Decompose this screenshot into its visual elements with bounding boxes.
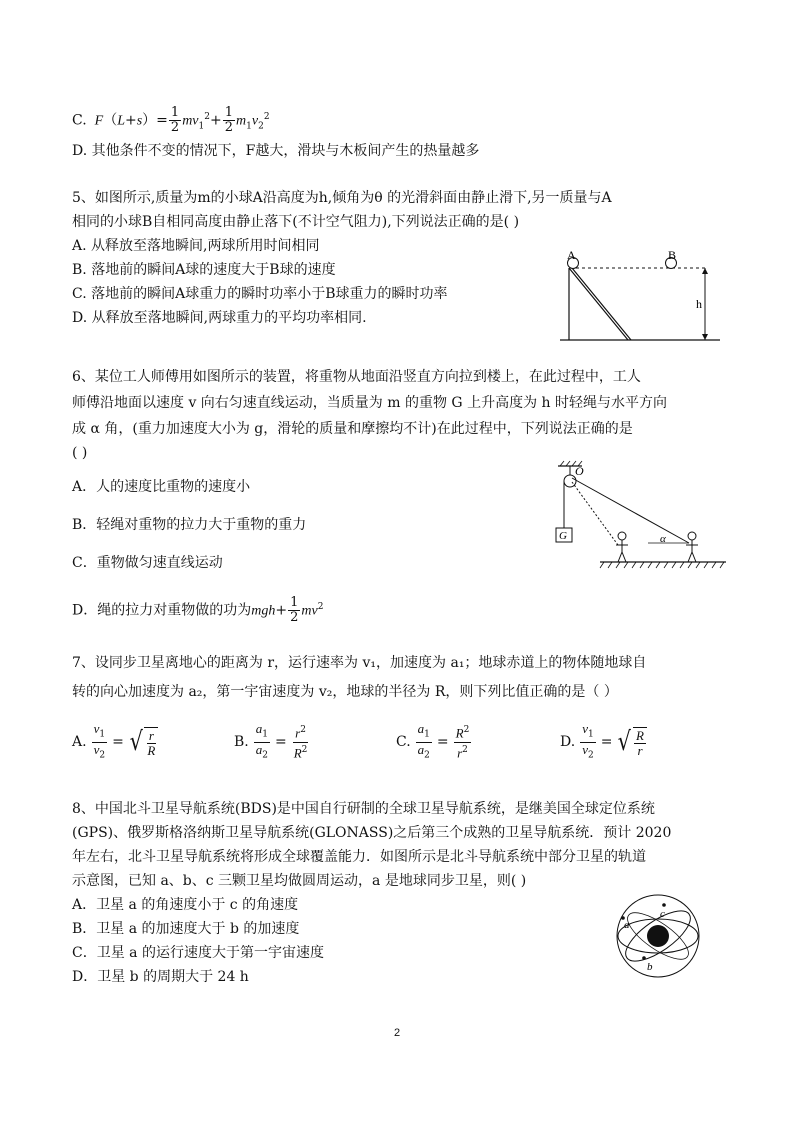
q7-option-a-label: A.	[72, 734, 87, 751]
q4-option-d: D. 其他条件不变的情况下，F越大，滑块与木板间产生的热量越多	[72, 143, 480, 159]
q5-label-h: h	[696, 297, 702, 311]
q5-label-b: B	[668, 248, 677, 262]
page-number: 2	[393, 1027, 401, 1039]
q6-option-a: A．人的速度比重物的速度小	[72, 479, 251, 495]
q7-stem-line2: 转的向心加速度为 a₂，第一宇宙速度为 v₂，地球的半径为 R，则下列比值正确的是（ ）	[72, 684, 618, 700]
q5-option-c: C. 落地前的瞬间A球重力的瞬时功率小于B球重力的瞬时功率	[72, 286, 448, 302]
q5-option-b: B. 落地前的瞬间A球的速度大于B球的速度	[72, 262, 336, 278]
q6-label-alpha: α	[660, 533, 666, 545]
q5-option-a: A. 从释放至落地瞬间,两球所用时间相同	[72, 238, 320, 254]
q6-stem-line3: 成 α 角，(重力加速度大小为 g，滑轮的质量和摩擦均不计)在此过程中，下列说法正确的是	[72, 421, 633, 437]
q6-option-d: D．绳的拉力对重物做的功为mgh+ $\frac{1}{2}$ $mv^2$	[72, 595, 324, 625]
q6-worker-right	[686, 532, 698, 562]
q6-stem-line1: 6、某位工人师傅用如图所示的装置，将重物从地面沿竖直方向拉到楼上，在此过程中，工人	[72, 369, 641, 385]
q8-option-a: A．卫星 a 的角速度小于 c 的角速度	[72, 897, 299, 913]
q8-label-c: c	[660, 908, 665, 920]
q7-option-d: D. $\frac{v_1}{v_2}$ = √ $\frac{R}{r}$	[560, 722, 647, 762]
q4-option-c: C. F（L+s）= $\frac{1}{2}$ $mv_1^2+$ $\frac{1}{2}$ $m_1v_2^2$	[72, 105, 270, 135]
q7-option-b: B. $\frac{a_1}{a_2}$ = $\frac{r^2}{R^2}$	[234, 721, 308, 761]
q6-label-o: O	[575, 464, 584, 478]
q8-stem-line1: 8、中国北斗卫星导航系统(BDS)是中国自行研制的全球卫星导航系统，是继美国全球定位系统	[72, 801, 655, 817]
q7-option-d-label: D.	[560, 734, 576, 751]
q6-option-b: B．轻绳对重物的拉力大于重物的重力	[72, 517, 307, 533]
q7-stem-line1: 7、设同步卫星离地心的距离为 r，运行速率为 v₁，加速度为 a₁；地球赤道上的物体随地球自	[72, 655, 647, 671]
q6-worker-left	[616, 532, 628, 562]
q7-option-c: C. $\frac{a_1}{a_2}$ = $\frac{R^2}{r^2}$	[396, 721, 470, 761]
q6-stem-line4: ( )	[72, 445, 88, 461]
q8-stem-line2: (GPS)、俄罗斯格洛纳斯卫星导航系统(GLONASS)之后第三个成熟的卫星导航系统．预计 2020	[72, 825, 672, 841]
q8-stem-line3: 年左右，北斗卫星导航系统将形成全球覆盖能力．如图所示是北斗导航系统中部分卫星的轨道	[72, 849, 646, 865]
q5-stem-line2: 相同的小球B自相同高度由静止落下(不计空气阻力),下列说法正确的是( )	[72, 214, 520, 230]
q7-option-c-label: C.	[396, 734, 411, 751]
q4-option-c-prefix: C.	[72, 112, 87, 129]
q7-option-b-label: B.	[234, 734, 249, 751]
q6-option-d-prefix: D．绳的拉力对重物做的功为	[72, 602, 252, 619]
q8-label-b: b	[647, 961, 653, 973]
q6-pulley-figure	[548, 460, 728, 575]
q8-orbit-figure	[612, 890, 704, 982]
q8-earth	[647, 925, 669, 947]
q6-stem-line2: 师傅沿地面以速度 v 向右匀速直线运动，当质量为 m 的重物 G 上升高度为 h 时轻绳与水平方向	[72, 395, 667, 411]
q5-incline-figure	[560, 248, 732, 344]
q8-option-b: B．卫星 a 的加速度大于 b 的加速度	[72, 921, 300, 937]
q5-option-d: D. 从释放至落地瞬间,两球重力的平均功率相同.	[72, 310, 367, 326]
q8-label-a: a	[624, 919, 630, 931]
q5-label-a: A	[567, 248, 576, 262]
q8-stem-line4: 示意图，已知 a、b、c 三颗卫星均做圆周运动，a 是地球同步卫星，则( )	[72, 873, 527, 889]
q8-option-c: C．卫星 a 的运行速度大于第一宇宙速度	[72, 945, 324, 961]
q6-option-c: C．重物做匀速直线运动	[72, 555, 223, 571]
q6-label-g: G	[559, 530, 567, 542]
q7-option-a: A. $\frac{v_1}{v_2}$ = √ $\frac{r}{R}$	[72, 722, 158, 762]
q8-option-d: D．卫星 b 的周期大于 24 h	[72, 969, 249, 985]
q5-stem-line1: 5、如图所示,质量为m的小球A沿高度为h,倾角为θ 的光滑斜面由静止滑下,另一质量与A	[72, 190, 612, 206]
